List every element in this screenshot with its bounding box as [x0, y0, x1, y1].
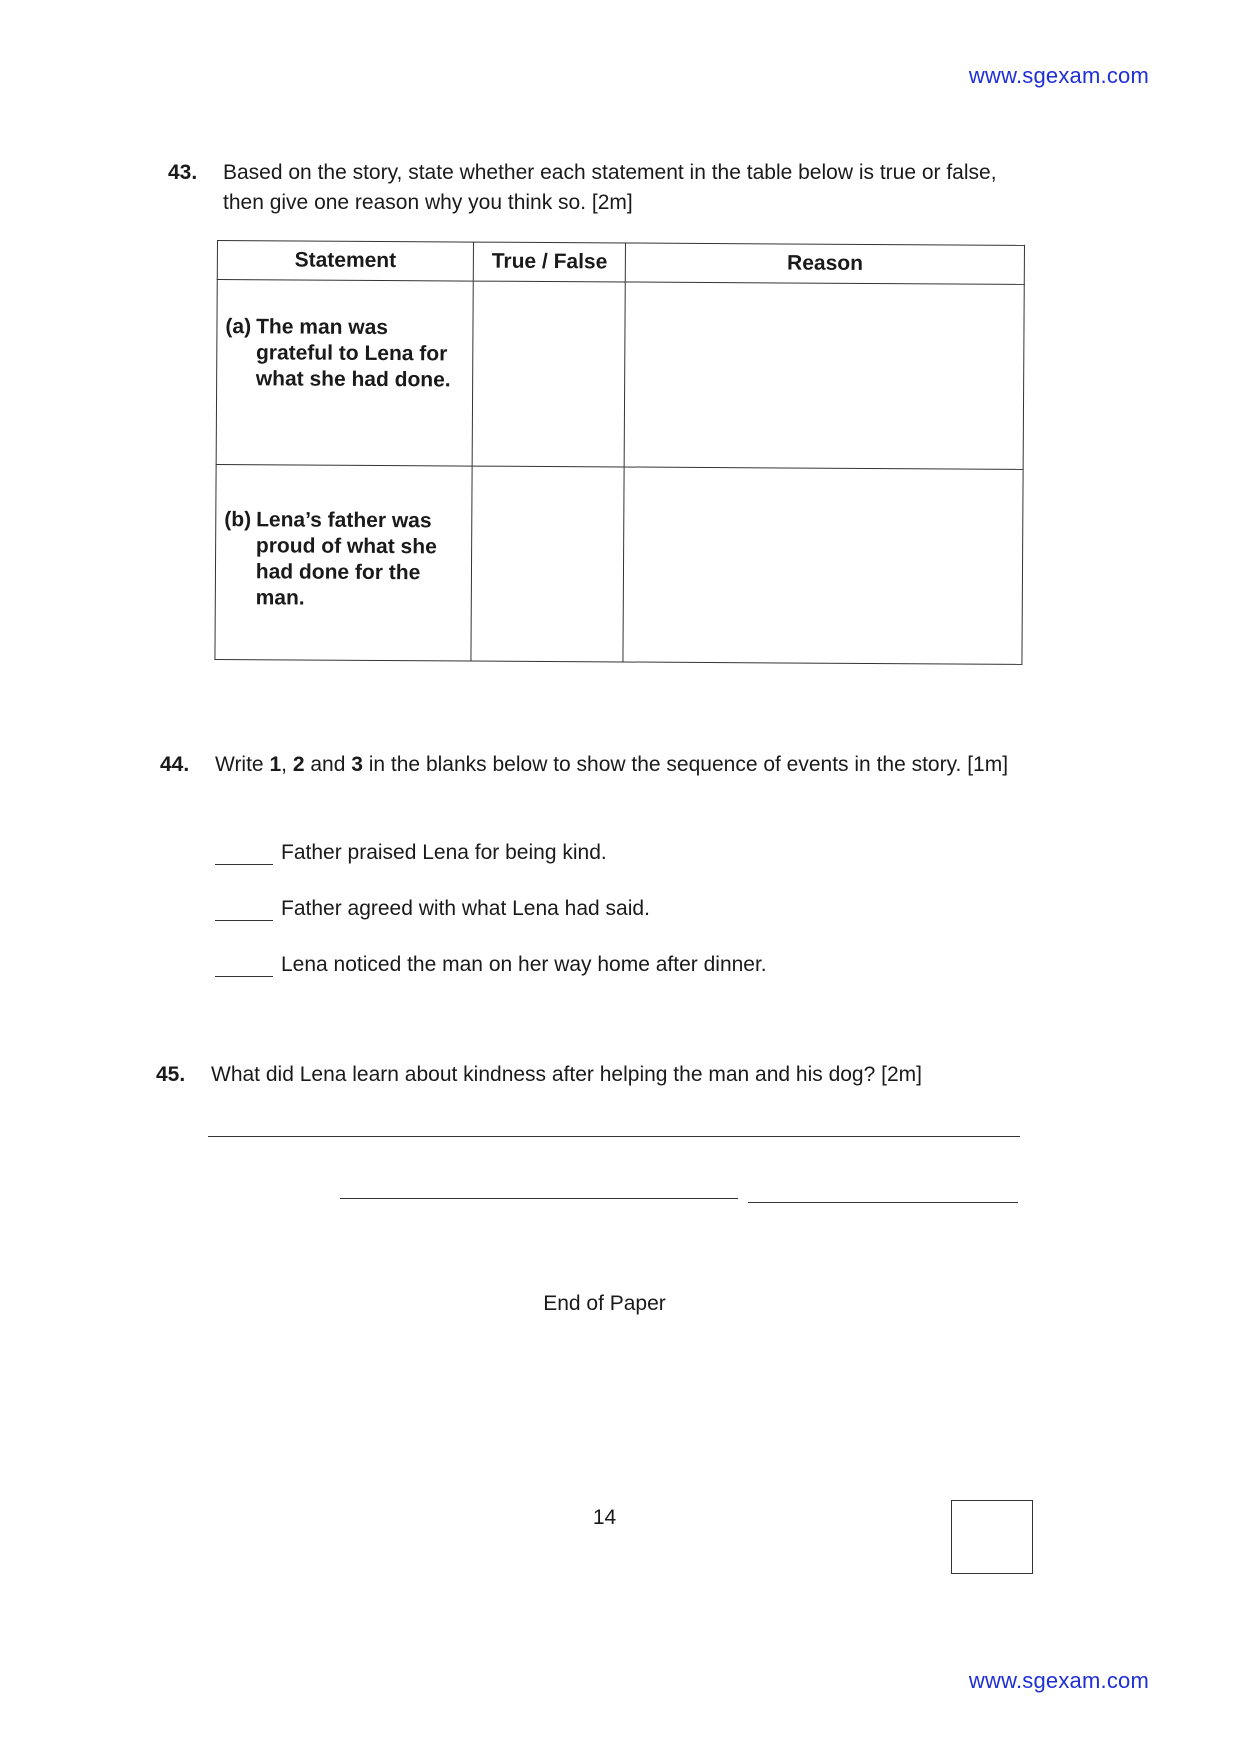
question-43 — [168, 158, 1008, 218]
header-true-false: True / False — [473, 242, 626, 282]
true-false-table — [214, 240, 1025, 665]
marks-box — [951, 1500, 1033, 1574]
statement-text: Lena’s father was proud of what she had done for the man. — [255, 508, 437, 610]
sequence-number: 3 — [351, 753, 363, 776]
list-item — [215, 947, 975, 977]
page-number: 14 — [592, 1506, 617, 1529]
question-text-part: Write — [215, 753, 270, 776]
question-45 — [156, 1060, 1036, 1090]
event-text: Father agreed with what Lena had said. — [281, 897, 650, 920]
question-text-part: in the blanks below to show the sequence of events in the story. [1m] — [362, 753, 1009, 776]
header-reason: Reason — [626, 243, 1025, 284]
table-row — [215, 464, 1023, 664]
sequence-number: 1 — [269, 753, 282, 776]
answer-line[interactable] — [208, 1136, 1020, 1137]
statement-cell — [216, 280, 473, 467]
sequence-blank[interactable] — [215, 954, 273, 977]
reason-answer-cell[interactable] — [623, 467, 1023, 664]
question-number: 44. — [160, 753, 190, 776]
sequence-list — [215, 835, 975, 1003]
statement-letter: (b) — [224, 508, 252, 532]
list-item — [215, 891, 975, 921]
question-number: 45. — [156, 1063, 186, 1086]
website-watermark-top[interactable]: www.sgexam.com — [968, 63, 1149, 88]
table-row — [216, 280, 1024, 470]
event-text: Father praised Lena for being kind. — [281, 841, 607, 864]
website-watermark-bottom[interactable]: www.sgexam.com — [968, 1668, 1149, 1693]
sequence-number: 2 — [292, 753, 305, 776]
question-number: 43. — [168, 161, 198, 184]
statement-letter: (a) — [225, 315, 252, 339]
question-text: What did Lena learn about kindness after helping the man and his dog? [2m] — [211, 1063, 922, 1086]
statement-cell — [215, 464, 472, 661]
answer-line[interactable] — [748, 1202, 1018, 1203]
question-text: Based on the story, state whether each statement in the table below is true or false, then give one reason why you think so. [2m] — [223, 161, 997, 214]
question-text-part: , — [281, 753, 293, 776]
true-false-answer-cell[interactable] — [471, 466, 624, 662]
list-item — [215, 835, 975, 865]
true-false-answer-cell[interactable] — [472, 281, 625, 467]
header-statement: Statement — [217, 241, 473, 282]
answer-line[interactable] — [340, 1198, 738, 1199]
sequence-blank[interactable] — [215, 898, 273, 921]
sequence-blank[interactable] — [215, 842, 273, 865]
statement-text: The man was grateful to Lena for what she had done. — [255, 315, 451, 392]
question-44 — [160, 750, 1020, 780]
event-text: Lena noticed the man on her way home after dinner. — [281, 953, 767, 976]
question-text — [215, 750, 1020, 780]
reason-answer-cell[interactable] — [624, 282, 1024, 469]
end-of-paper: End of Paper — [543, 1292, 666, 1315]
question-text-part: and — [304, 753, 352, 776]
